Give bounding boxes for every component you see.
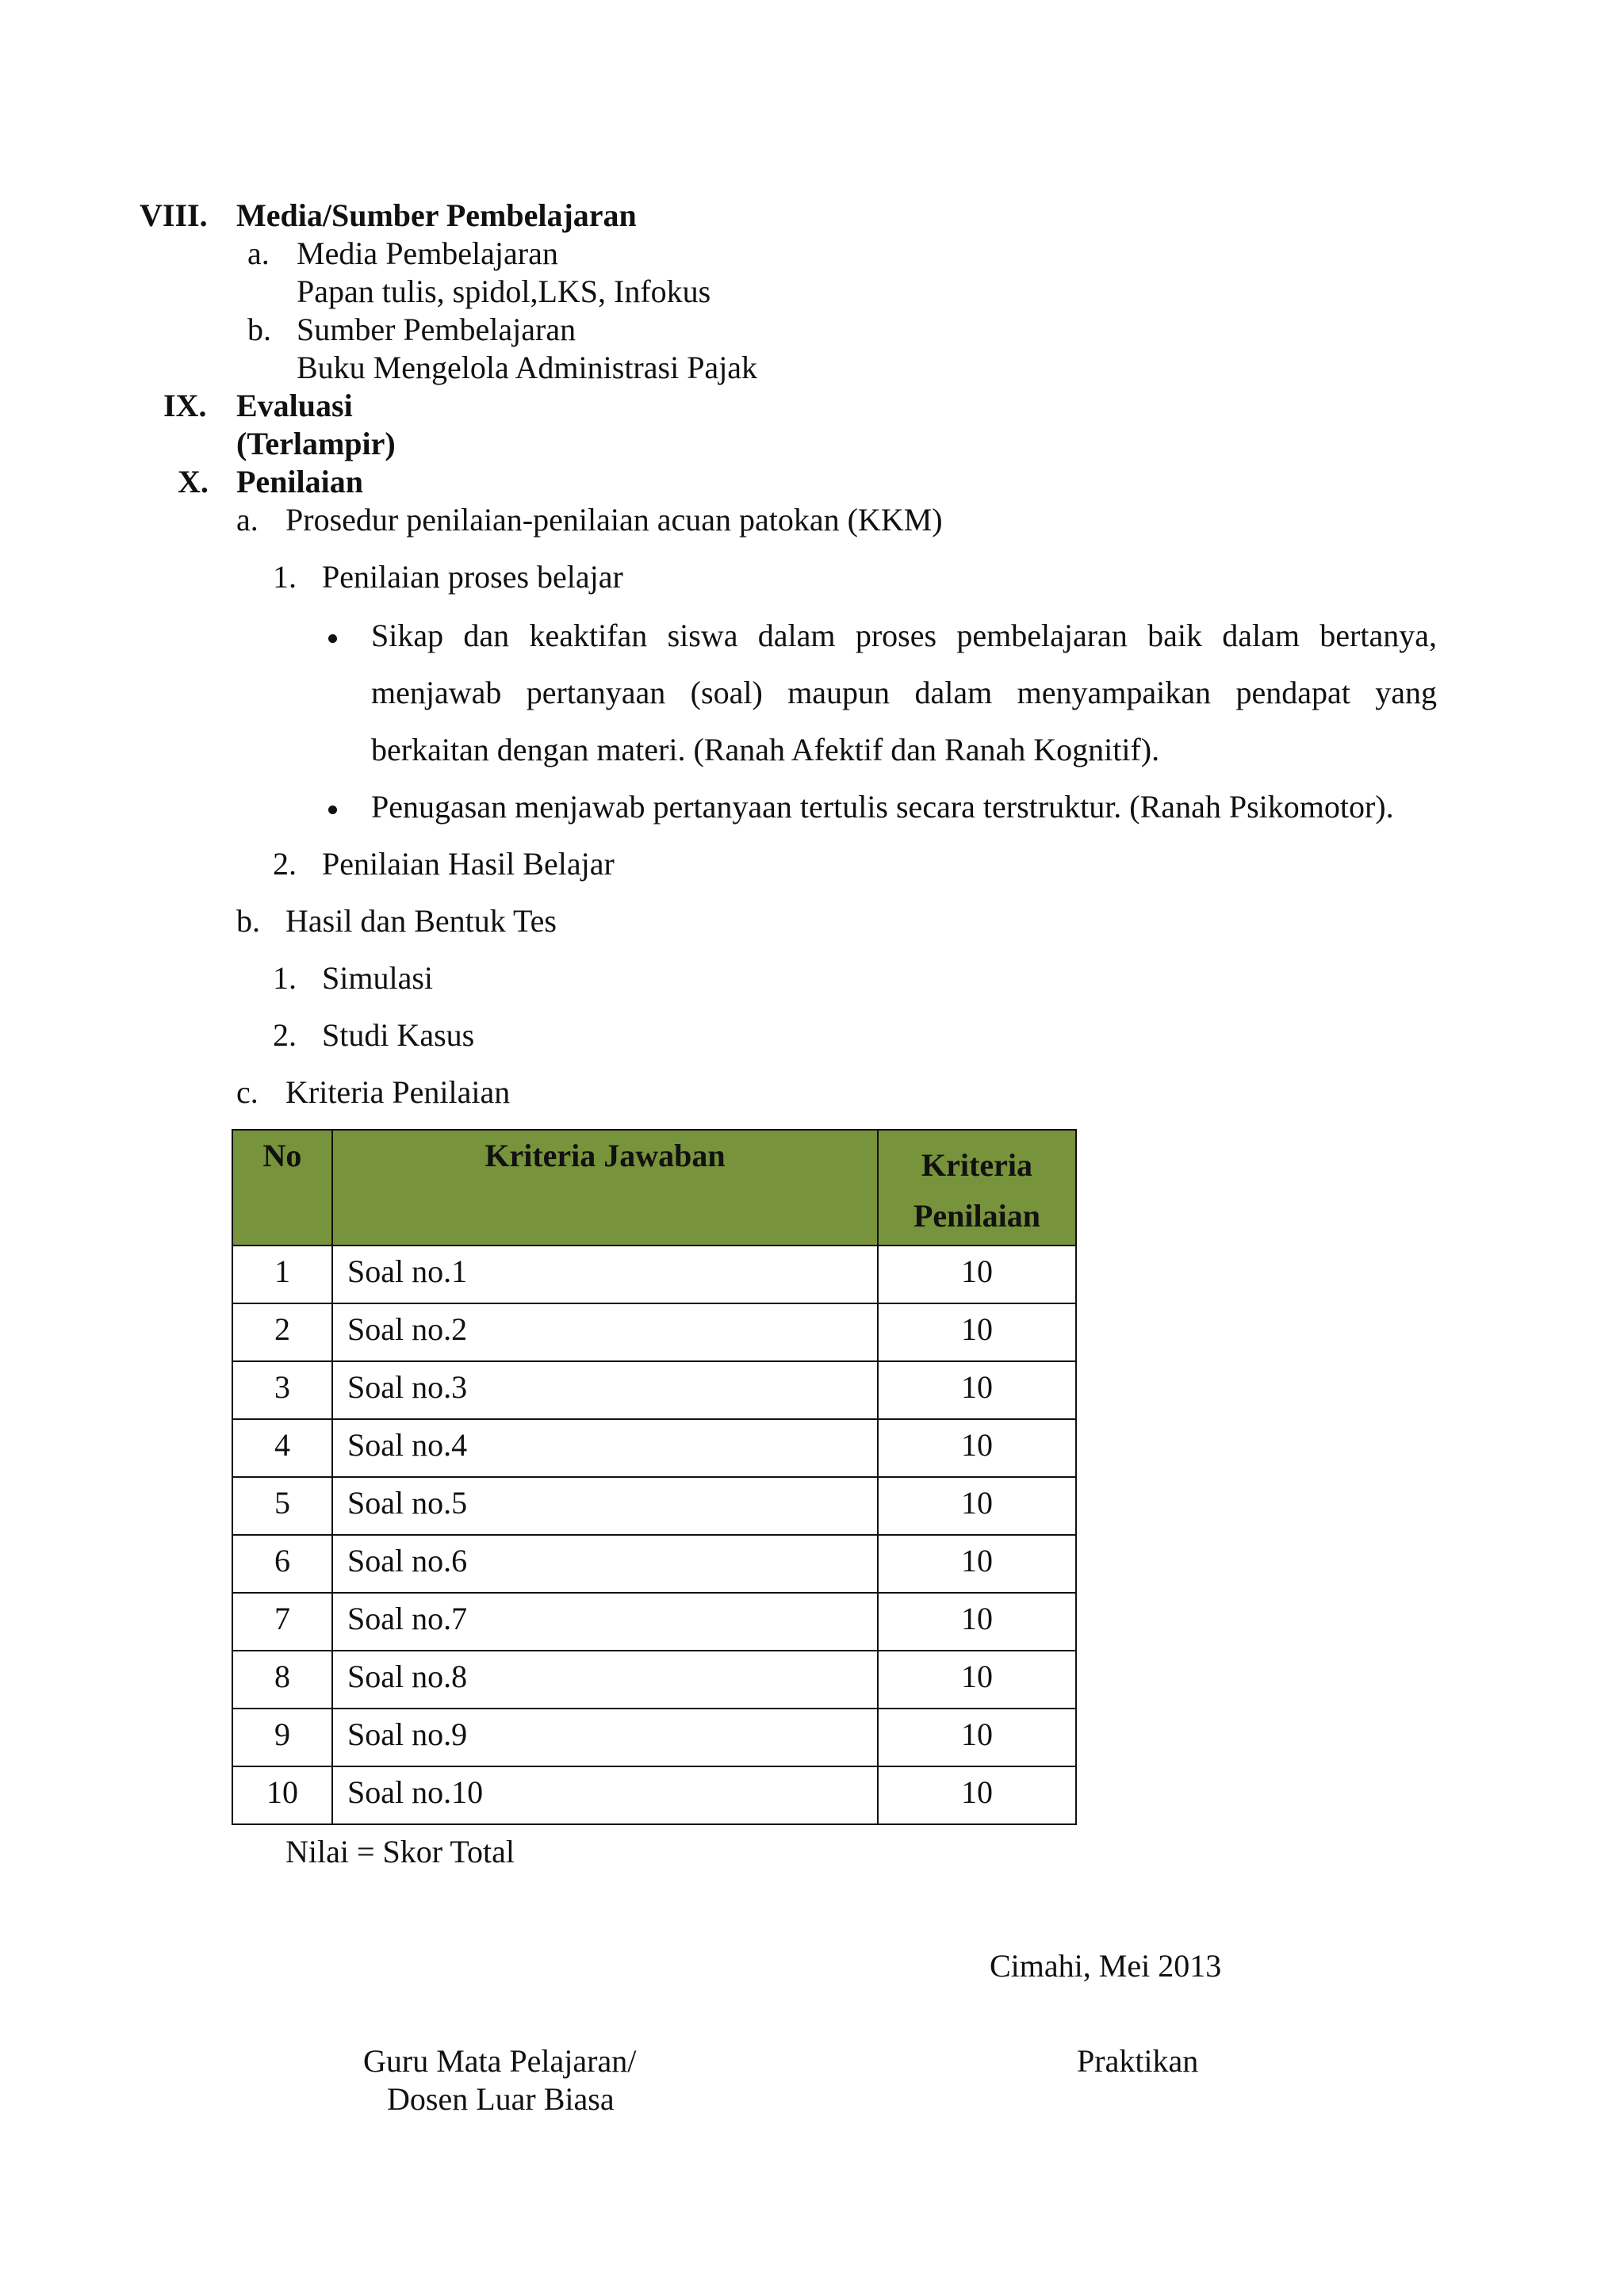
cell-answer: Soal no.4	[332, 1419, 878, 1477]
section-x-number: X.	[178, 464, 209, 499]
cell-answer: Soal no.10	[332, 1766, 878, 1824]
a-item-1-text: Penilaian proses belajar	[322, 559, 623, 595]
cell-score: 10	[878, 1419, 1076, 1477]
cell-score: 10	[878, 1766, 1076, 1824]
section-x-a-title: Prosedur penilaian-penilaian acuan patokan (KKM)	[285, 502, 943, 538]
section-x-a-marker: a.	[236, 502, 259, 538]
section-viii-b-marker: b.	[247, 312, 271, 347]
a-item-2-marker: 2.	[273, 846, 297, 882]
cell-no: 9	[232, 1709, 332, 1766]
table-row	[232, 1651, 1076, 1709]
table-row	[232, 1709, 1076, 1766]
bullet-1-line-1: Sikap dan keaktifan siswa dalam proses pembelajaran baik dalam bertanya,	[371, 618, 1437, 653]
table-row	[232, 1303, 1076, 1361]
cell-no: 1	[232, 1246, 332, 1303]
section-viii-number: VIII.	[140, 197, 208, 233]
bullet-2-line-1: Penugasan menjawab pertanyaan tertulis secara terstruktur. (Ranah Psikomotor).	[371, 789, 1394, 825]
cell-no: 8	[232, 1651, 332, 1709]
cell-score: 10	[878, 1593, 1076, 1651]
cell-answer: Soal no.2	[332, 1303, 878, 1361]
cell-no: 10	[232, 1766, 332, 1824]
cell-score: 10	[878, 1477, 1076, 1535]
table-row	[232, 1535, 1076, 1593]
b-item-1-text: Simulasi	[322, 960, 434, 996]
section-x-c-title: Kriteria Penilaian	[285, 1074, 511, 1110]
table-row	[232, 1246, 1076, 1303]
table-row	[232, 1477, 1076, 1535]
section-viii-a-body: Papan tulis, spidol,LKS, Infokus	[297, 274, 711, 309]
b-item-2-text: Studi Kasus	[322, 1017, 475, 1053]
cell-no: 7	[232, 1593, 332, 1651]
cell-no: 4	[232, 1419, 332, 1477]
cell-no: 3	[232, 1361, 332, 1419]
cell-score: 10	[878, 1303, 1076, 1361]
table-note: Nilai = Skor Total	[285, 1834, 515, 1869]
cell-answer: Soal no.6	[332, 1535, 878, 1593]
table-row	[232, 1361, 1076, 1419]
header-answer: Kriteria Jawaban	[332, 1130, 878, 1246]
section-viii-b-body: Buku Mengelola Administrasi Pajak	[297, 350, 758, 385]
section-ix-note: (Terlampir)	[236, 426, 396, 461]
cell-answer: Soal no.5	[332, 1477, 878, 1535]
section-x-b-marker: b.	[236, 903, 260, 939]
section-viii-a-title: Media Pembelajaran	[297, 235, 558, 271]
cell-no: 6	[232, 1535, 332, 1593]
criteria-table	[232, 1129, 1077, 1825]
a-item-2-text: Penilaian Hasil Belajar	[322, 846, 615, 882]
bullet-1-line-2: menjawab pertanyaan (soal) maupun dalam menyampaikan pendapat yang	[371, 675, 1437, 710]
cell-answer: Soal no.8	[332, 1651, 878, 1709]
section-ix-number: IX.	[163, 388, 207, 423]
place-date: Cimahi, Mei 2013	[990, 1948, 1222, 1984]
cell-answer: Soal no.1	[332, 1246, 878, 1303]
cell-score: 10	[878, 1709, 1076, 1766]
cell-score: 10	[878, 1535, 1076, 1593]
section-viii-b-title: Sumber Pembelajaran	[297, 312, 576, 347]
table-row	[232, 1419, 1076, 1477]
signature-left-line-2: Dosen Luar Biasa	[387, 2081, 615, 2117]
section-ix-title: Evaluasi	[236, 388, 353, 423]
cell-score: 10	[878, 1361, 1076, 1419]
cell-no: 2	[232, 1303, 332, 1361]
section-x-b-title: Hasil dan Bentuk Tes	[285, 903, 557, 939]
header-score: Kriteria Penilaian	[878, 1130, 1076, 1246]
signature-left-line-1: Guru Mata Pelajaran/	[363, 2043, 637, 2079]
table-row	[232, 1593, 1076, 1651]
section-viii-a-marker: a.	[247, 235, 270, 271]
bullet-dot-icon	[328, 806, 337, 814]
header-no: No	[232, 1130, 332, 1246]
signature-right-line-1: Praktikan	[1077, 2043, 1199, 2079]
cell-answer: Soal no.7	[332, 1593, 878, 1651]
b-item-1-marker: 1.	[273, 960, 297, 996]
cell-no: 5	[232, 1477, 332, 1535]
cell-score: 10	[878, 1246, 1076, 1303]
cell-score: 10	[878, 1651, 1076, 1709]
cell-answer: Soal no.9	[332, 1709, 878, 1766]
a-item-1-marker: 1.	[273, 559, 297, 595]
table-row	[232, 1766, 1076, 1824]
bullet-1-line-3: berkaitan dengan materi. (Ranah Afektif dan Ranah Kognitif).	[371, 732, 1160, 767]
cell-answer: Soal no.3	[332, 1361, 878, 1419]
bullet-dot-icon	[328, 634, 337, 643]
section-x-title: Penilaian	[236, 464, 364, 499]
table-header-row	[232, 1130, 1076, 1246]
b-item-2-marker: 2.	[273, 1017, 297, 1053]
section-viii-title: Media/Sumber Pembelajaran	[236, 197, 637, 233]
section-x-c-marker: c.	[236, 1074, 259, 1110]
